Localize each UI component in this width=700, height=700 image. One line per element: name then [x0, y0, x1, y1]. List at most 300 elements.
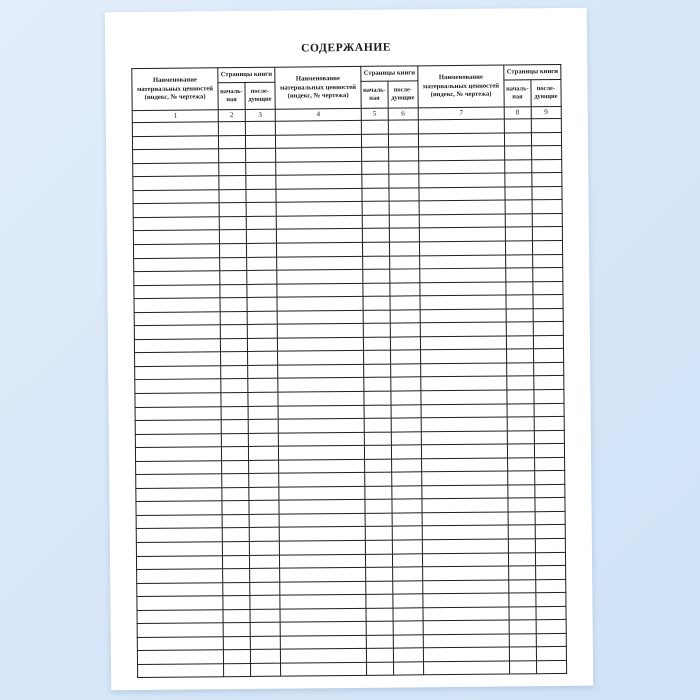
table-cell[interactable]	[420, 336, 506, 350]
table-cell[interactable]	[422, 512, 508, 526]
table-cell[interactable]	[361, 134, 388, 148]
table-cell[interactable]	[534, 417, 564, 431]
table-cell[interactable]	[132, 135, 218, 149]
table-cell[interactable]	[508, 457, 535, 471]
table-cell[interactable]	[506, 281, 533, 295]
table-cell[interactable]	[222, 528, 249, 542]
table-cell[interactable]	[507, 363, 534, 377]
table-cell[interactable]	[505, 159, 532, 173]
table-cell[interactable]	[279, 540, 365, 554]
table-cell[interactable]	[278, 364, 364, 378]
table-cell[interactable]	[536, 633, 566, 647]
table-cell[interactable]	[136, 528, 222, 542]
table-cell[interactable]	[250, 636, 280, 650]
table-cell[interactable]	[135, 406, 221, 420]
table-cell[interactable]	[222, 514, 249, 528]
table-cell[interactable]	[219, 176, 246, 190]
table-cell[interactable]	[365, 527, 392, 541]
table-cell[interactable]	[532, 227, 562, 241]
table-cell[interactable]	[278, 351, 364, 365]
table-cell[interactable]	[220, 284, 247, 298]
table-cell[interactable]	[507, 417, 534, 431]
table-cell[interactable]	[276, 229, 362, 243]
table-cell[interactable]	[137, 609, 223, 623]
table-cell[interactable]	[280, 649, 366, 663]
table-cell[interactable]	[366, 635, 393, 649]
table-cell[interactable]	[277, 337, 363, 351]
table-cell[interactable]	[421, 417, 507, 431]
table-cell[interactable]	[421, 431, 507, 445]
table-cell[interactable]	[245, 135, 275, 149]
table-cell[interactable]	[388, 120, 418, 134]
table-cell[interactable]	[249, 582, 279, 596]
table-cell[interactable]	[535, 552, 565, 566]
table-cell[interactable]	[389, 242, 419, 256]
table-cell[interactable]	[393, 608, 423, 622]
table-cell[interactable]	[508, 485, 535, 499]
table-cell[interactable]	[419, 214, 505, 228]
table-cell[interactable]	[224, 663, 251, 677]
table-cell[interactable]	[533, 376, 563, 390]
table-cell[interactable]	[363, 242, 390, 256]
table-cell[interactable]	[278, 418, 364, 432]
table-cell[interactable]	[222, 501, 249, 515]
table-cell[interactable]	[531, 132, 561, 146]
table-cell[interactable]	[363, 296, 390, 310]
table-cell[interactable]	[421, 376, 507, 390]
table-cell[interactable]	[278, 405, 364, 419]
table-cell[interactable]	[218, 135, 245, 149]
table-cell[interactable]	[134, 271, 220, 285]
table-cell[interactable]	[533, 335, 563, 349]
table-cell[interactable]	[279, 554, 365, 568]
table-cell[interactable]	[504, 119, 531, 133]
table-cell[interactable]	[535, 511, 565, 525]
table-cell[interactable]	[221, 352, 248, 366]
table-cell[interactable]	[505, 227, 532, 241]
table-cell[interactable]	[277, 297, 363, 311]
table-cell[interactable]	[280, 581, 366, 595]
table-cell[interactable]	[506, 336, 533, 350]
table-cell[interactable]	[277, 310, 363, 324]
table-cell[interactable]	[134, 284, 220, 298]
table-cell[interactable]	[221, 447, 248, 461]
table-cell[interactable]	[248, 473, 278, 487]
table-cell[interactable]	[247, 379, 277, 393]
table-cell[interactable]	[221, 420, 248, 434]
table-cell[interactable]	[532, 240, 562, 254]
table-cell[interactable]	[222, 487, 249, 501]
table-cell[interactable]	[276, 147, 362, 161]
table-cell[interactable]	[365, 540, 392, 554]
table-cell[interactable]	[249, 555, 279, 569]
table-cell[interactable]	[508, 525, 535, 539]
table-cell[interactable]	[533, 322, 563, 336]
table-cell[interactable]	[247, 365, 277, 379]
table-cell[interactable]	[222, 460, 249, 474]
table-cell[interactable]	[362, 147, 389, 161]
table-cell[interactable]	[250, 622, 280, 636]
table-cell[interactable]	[420, 295, 506, 309]
table-cell[interactable]	[362, 215, 389, 229]
table-cell[interactable]	[219, 162, 246, 176]
table-cell[interactable]	[536, 593, 566, 607]
table-cell[interactable]	[393, 648, 423, 662]
table-cell[interactable]	[505, 200, 532, 214]
table-cell[interactable]	[137, 582, 223, 596]
table-cell[interactable]	[276, 202, 362, 216]
table-cell[interactable]	[505, 214, 532, 228]
table-cell[interactable]	[363, 269, 390, 283]
table-cell[interactable]	[135, 379, 221, 393]
table-cell[interactable]	[392, 526, 422, 540]
table-cell[interactable]	[248, 392, 278, 406]
table-cell[interactable]	[393, 594, 423, 608]
table-cell[interactable]	[391, 459, 421, 473]
table-cell[interactable]	[532, 200, 562, 214]
table-cell[interactable]	[532, 254, 562, 268]
table-cell[interactable]	[392, 580, 422, 594]
table-cell[interactable]	[249, 501, 279, 515]
table-cell[interactable]	[137, 623, 223, 637]
table-cell[interactable]	[137, 569, 223, 583]
table-cell[interactable]	[423, 607, 509, 621]
table-cell[interactable]	[364, 364, 391, 378]
table-cell[interactable]	[505, 173, 532, 187]
table-cell[interactable]	[221, 406, 248, 420]
table-cell[interactable]	[364, 445, 391, 459]
table-cell[interactable]	[220, 271, 247, 285]
table-cell[interactable]	[276, 161, 362, 175]
table-cell[interactable]	[536, 647, 566, 661]
table-cell[interactable]	[507, 444, 534, 458]
table-cell[interactable]	[508, 471, 535, 485]
table-cell[interactable]	[392, 540, 422, 554]
table-cell[interactable]	[219, 230, 246, 244]
table-cell[interactable]	[136, 488, 222, 502]
table-cell[interactable]	[362, 174, 389, 188]
table-cell[interactable]	[507, 390, 534, 404]
table-cell[interactable]	[247, 284, 277, 298]
table-cell[interactable]	[137, 650, 223, 664]
table-cell[interactable]	[390, 323, 420, 337]
table-cell[interactable]	[223, 636, 250, 650]
table-cell[interactable]	[134, 257, 220, 271]
table-cell[interactable]	[136, 474, 222, 488]
table-cell[interactable]	[534, 430, 564, 444]
table-cell[interactable]	[419, 160, 505, 174]
table-cell[interactable]	[506, 308, 533, 322]
table-cell[interactable]	[222, 541, 249, 555]
table-cell[interactable]	[421, 390, 507, 404]
table-cell[interactable]	[507, 403, 534, 417]
table-cell[interactable]	[246, 243, 276, 257]
table-cell[interactable]	[362, 161, 389, 175]
table-cell[interactable]	[250, 595, 280, 609]
table-cell[interactable]	[277, 256, 363, 270]
table-cell[interactable]	[363, 256, 390, 270]
table-cell[interactable]	[421, 404, 507, 418]
table-cell[interactable]	[423, 634, 509, 648]
table-cell[interactable]	[535, 579, 565, 593]
table-cell[interactable]	[220, 338, 247, 352]
table-cell[interactable]	[389, 215, 419, 229]
table-cell[interactable]	[391, 431, 421, 445]
table-cell[interactable]	[391, 472, 421, 486]
table-cell[interactable]	[364, 378, 391, 392]
table-cell[interactable]	[365, 486, 392, 500]
table-cell[interactable]	[246, 270, 276, 284]
table-cell[interactable]	[223, 582, 250, 596]
table-cell[interactable]	[280, 567, 366, 581]
table-cell[interactable]	[279, 486, 365, 500]
table-cell[interactable]	[509, 606, 536, 620]
table-cell[interactable]	[248, 460, 278, 474]
table-cell[interactable]	[365, 513, 392, 527]
table-cell[interactable]	[423, 647, 509, 661]
table-cell[interactable]	[389, 201, 419, 215]
table-cell[interactable]	[277, 283, 363, 297]
table-cell[interactable]	[536, 660, 566, 674]
table-cell[interactable]	[389, 174, 419, 188]
table-cell[interactable]	[510, 661, 537, 675]
table-cell[interactable]	[247, 338, 277, 352]
table-cell[interactable]	[389, 228, 419, 242]
table-cell[interactable]	[536, 620, 566, 634]
table-cell[interactable]	[133, 203, 219, 217]
table-cell[interactable]	[363, 337, 390, 351]
table-cell[interactable]	[364, 391, 391, 405]
table-cell[interactable]	[223, 555, 250, 569]
table-cell[interactable]	[390, 350, 420, 364]
table-cell[interactable]	[250, 609, 280, 623]
table-cell[interactable]	[391, 404, 421, 418]
table-cell[interactable]	[276, 215, 362, 229]
table-cell[interactable]	[245, 121, 275, 135]
table-cell[interactable]	[364, 418, 391, 432]
table-cell[interactable]	[509, 579, 536, 593]
table-cell[interactable]	[220, 311, 247, 325]
table-cell[interactable]	[280, 635, 366, 649]
table-cell[interactable]	[391, 391, 421, 405]
table-cell[interactable]	[506, 295, 533, 309]
table-cell[interactable]	[278, 391, 364, 405]
table-cell[interactable]	[275, 134, 361, 148]
table-cell[interactable]	[420, 282, 506, 296]
table-cell[interactable]	[365, 472, 392, 486]
table-cell[interactable]	[280, 622, 366, 636]
table-cell[interactable]	[509, 620, 536, 634]
table-cell[interactable]	[249, 528, 279, 542]
table-cell[interactable]	[221, 365, 248, 379]
table-cell[interactable]	[247, 352, 277, 366]
table-cell[interactable]	[278, 378, 364, 392]
table-cell[interactable]	[418, 119, 504, 133]
table-cell[interactable]	[135, 433, 221, 447]
table-cell[interactable]	[392, 553, 422, 567]
table-cell[interactable]	[221, 379, 248, 393]
table-cell[interactable]	[277, 269, 363, 283]
table-cell[interactable]	[279, 500, 365, 514]
table-cell[interactable]	[133, 230, 219, 244]
table-cell[interactable]	[249, 568, 279, 582]
table-cell[interactable]	[250, 663, 280, 677]
table-cell[interactable]	[536, 606, 566, 620]
table-cell[interactable]	[366, 594, 393, 608]
table-cell[interactable]	[133, 190, 219, 204]
table-cell[interactable]	[135, 393, 221, 407]
table-cell[interactable]	[276, 175, 362, 189]
table-cell[interactable]	[533, 308, 563, 322]
table-cell[interactable]	[509, 593, 536, 607]
table-cell[interactable]	[422, 553, 508, 567]
table-cell[interactable]	[392, 486, 422, 500]
table-cell[interactable]	[421, 444, 507, 458]
table-cell[interactable]	[535, 525, 565, 539]
table-cell[interactable]	[531, 159, 561, 173]
table-cell[interactable]	[136, 555, 222, 569]
table-cell[interactable]	[220, 243, 247, 257]
table-cell[interactable]	[532, 213, 562, 227]
table-cell[interactable]	[505, 146, 532, 160]
table-cell[interactable]	[366, 648, 393, 662]
table-cell[interactable]	[247, 311, 277, 325]
table-cell[interactable]	[136, 542, 222, 556]
table-cell[interactable]	[221, 392, 248, 406]
table-cell[interactable]	[246, 216, 276, 230]
table-cell[interactable]	[420, 349, 506, 363]
table-cell[interactable]	[422, 471, 508, 485]
table-cell[interactable]	[389, 188, 419, 202]
table-cell[interactable]	[365, 554, 392, 568]
table-cell[interactable]	[420, 309, 506, 323]
table-cell[interactable]	[135, 420, 221, 434]
table-cell[interactable]	[275, 120, 361, 134]
table-cell[interactable]	[248, 446, 278, 460]
table-cell[interactable]	[422, 525, 508, 539]
table-cell[interactable]	[419, 187, 505, 201]
table-cell[interactable]	[509, 647, 536, 661]
table-cell[interactable]	[421, 363, 507, 377]
table-cell[interactable]	[223, 569, 250, 583]
table-cell[interactable]	[220, 298, 247, 312]
table-cell[interactable]	[419, 146, 505, 160]
table-cell[interactable]	[279, 513, 365, 527]
table-cell[interactable]	[276, 188, 362, 202]
table-cell[interactable]	[247, 324, 277, 338]
table-cell[interactable]	[249, 514, 279, 528]
table-cell[interactable]	[280, 595, 366, 609]
table-cell[interactable]	[390, 282, 420, 296]
table-cell[interactable]	[531, 146, 561, 160]
table-cell[interactable]	[365, 459, 392, 473]
table-cell[interactable]	[137, 637, 223, 651]
table-cell[interactable]	[248, 419, 278, 433]
table-cell[interactable]	[508, 512, 535, 526]
table-cell[interactable]	[362, 188, 389, 202]
table-cell[interactable]	[422, 485, 508, 499]
table-cell[interactable]	[533, 362, 563, 376]
table-cell[interactable]	[223, 650, 250, 664]
table-cell[interactable]	[219, 216, 246, 230]
table-cell[interactable]	[535, 566, 565, 580]
table-cell[interactable]	[219, 149, 246, 163]
table-cell[interactable]	[390, 296, 420, 310]
table-cell[interactable]	[423, 580, 509, 594]
table-cell[interactable]	[279, 473, 365, 487]
table-cell[interactable]	[219, 203, 246, 217]
table-cell[interactable]	[508, 539, 535, 553]
table-cell[interactable]	[363, 283, 390, 297]
table-cell[interactable]	[133, 149, 219, 163]
table-cell[interactable]	[134, 339, 220, 353]
table-cell[interactable]	[505, 241, 532, 255]
table-cell[interactable]	[279, 527, 365, 541]
table-cell[interactable]	[367, 662, 394, 676]
table-cell[interactable]	[508, 552, 535, 566]
table-cell[interactable]	[390, 364, 420, 378]
table-cell[interactable]	[361, 120, 388, 134]
table-cell[interactable]	[391, 445, 421, 459]
table-cell[interactable]	[136, 515, 222, 529]
table-cell[interactable]	[277, 324, 363, 338]
table-cell[interactable]	[419, 173, 505, 187]
table-cell[interactable]	[534, 444, 564, 458]
table-cell[interactable]	[506, 268, 533, 282]
table-cell[interactable]	[422, 498, 508, 512]
table-cell[interactable]	[388, 133, 418, 147]
table-cell[interactable]	[393, 635, 423, 649]
table-cell[interactable]	[505, 187, 532, 201]
table-cell[interactable]	[133, 244, 219, 258]
table-cell[interactable]	[422, 458, 508, 472]
table-cell[interactable]	[419, 200, 505, 214]
table-cell[interactable]	[423, 593, 509, 607]
table-cell[interactable]	[246, 257, 276, 271]
table-cell[interactable]	[393, 621, 423, 635]
table-cell[interactable]	[278, 446, 364, 460]
table-cell[interactable]	[278, 432, 364, 446]
table-cell[interactable]	[392, 567, 422, 581]
table-cell[interactable]	[366, 621, 393, 635]
table-cell[interactable]	[245, 148, 275, 162]
table-cell[interactable]	[133, 162, 219, 176]
table-cell[interactable]	[245, 162, 275, 176]
table-cell[interactable]	[423, 661, 509, 675]
table-cell[interactable]	[221, 433, 248, 447]
table-cell[interactable]	[220, 257, 247, 271]
table-cell[interactable]	[388, 147, 418, 161]
table-cell[interactable]	[389, 255, 419, 269]
table-cell[interactable]	[280, 608, 366, 622]
table-cell[interactable]	[134, 311, 220, 325]
table-cell[interactable]	[136, 501, 222, 515]
table-cell[interactable]	[362, 229, 389, 243]
table-cell[interactable]	[506, 254, 533, 268]
table-cell[interactable]	[535, 538, 565, 552]
table-cell[interactable]	[366, 608, 393, 622]
table-cell[interactable]	[134, 298, 220, 312]
table-cell[interactable]	[531, 173, 561, 187]
table-cell[interactable]	[223, 596, 250, 610]
table-cell[interactable]	[507, 430, 534, 444]
table-cell[interactable]	[508, 498, 535, 512]
table-cell[interactable]	[363, 310, 390, 324]
table-cell[interactable]	[248, 406, 278, 420]
table-cell[interactable]	[391, 418, 421, 432]
table-cell[interactable]	[531, 118, 561, 132]
table-cell[interactable]	[366, 567, 393, 581]
